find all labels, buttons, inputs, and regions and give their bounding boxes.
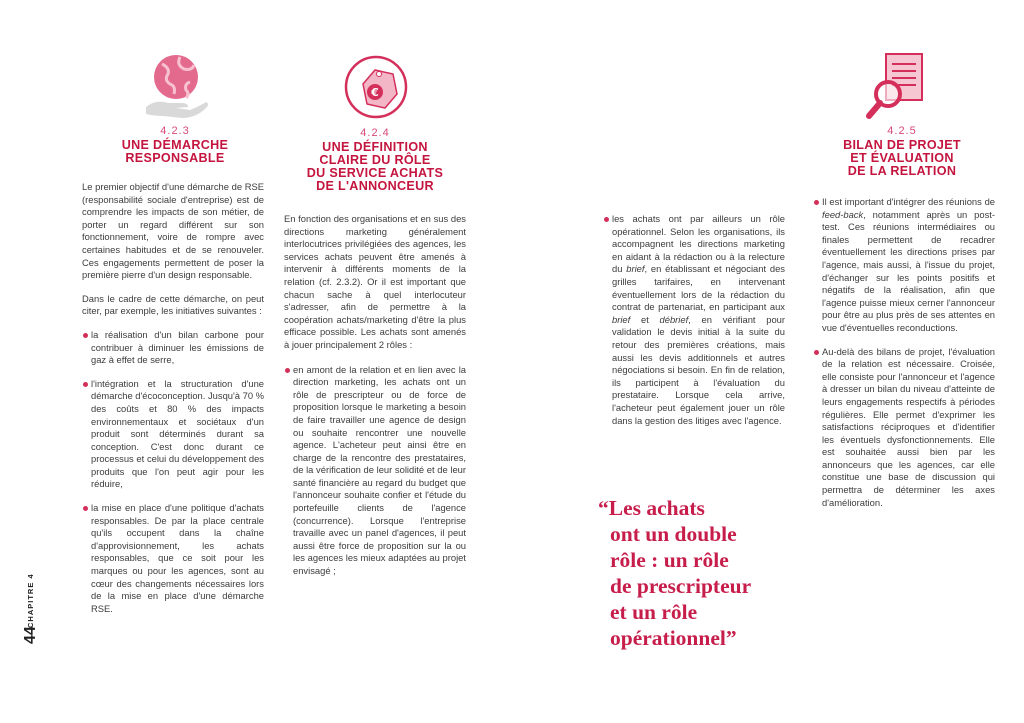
bullet-item: Au-delà des bilans de projet, l'évaluation de la relation est nécessaire. Croisée, elle consiste pour l'annonceur et l'agence à dresser un bilan du niveau d'atteinte de leurs engagements respectifs à périodes régulières. Elle permet d'exprimer les satisfactions réciproques et d'identifier les éventuels dysfonctionnements. Elle est souhaitée aussi bien par les annonceurs que les agences, car elle constitue une base de discussion qui permettra de déterminer les axes d'amélioration. bbox=[813, 346, 995, 510]
bullet-item: les achats ont par ailleurs un rôle opérationnel. Selon les organisations, ils accompagnent les directions marketing en aidant à la rédaction ou à la relecture du brief, en établissant et négociant des grilles tarifaires, en intervenant éventuellement lors de la rédaction du contrat de partenariat, en participant aux brief et débrief, en vérifiant pour validation le devis initial à la suite du retour des premières créations, mais aussi les devis additionnels et autres négociations si besoin. En fin de relation, ils participent à l'évaluation du prestataire. Lorsque cela arrive, l'acheteur peut également jouer un rôle dans la gestion des litiges avec l'agence. bbox=[603, 213, 785, 427]
column-4 bbox=[813, 196, 995, 520]
paragraph: En fonction des organisations et en sus des directions marketing généralement interlocutrices privilégiées des agences, les services achats peuvent être amenés à intervenir à différents moments de la relation (cf. 2.3.2). Or il est important que chacun sache à quel interlocuteur s'adresser, afin de permettre à la coopération achats/marketing d'être la plus efficace possible. Les achats sont amenés à jouer principalement 2 rôles : bbox=[284, 213, 466, 350]
section-title: UNE DÉMARCHE RESPONSABLE bbox=[121, 138, 229, 165]
paragraph: Dans le cadre de cette démarche, on peut citer, par exemple, les initiatives suivantes : bbox=[82, 292, 264, 317]
globe-hand-icon bbox=[140, 52, 210, 122]
section-number: 4.2.3 bbox=[160, 125, 190, 137]
bullet-item: la mise en place d'une politique d'achats responsables. De par la place centrale qu'ils occupent dans la chaîne d'approvisionnement, les achats responsables, que ce soit pour les marques ou pour les agences, sont au cœur des changements nécessaires lors de la mise en place d'une démarche RSE. bbox=[82, 502, 264, 615]
section-number: 4.2.5 bbox=[887, 125, 917, 137]
document-magnifier-icon bbox=[864, 50, 934, 122]
price-tag-euro-icon bbox=[343, 54, 409, 120]
chapter-label: CHAPITRE 4 bbox=[26, 573, 35, 628]
column-1 bbox=[82, 181, 264, 626]
bullet-item: Il est important d'intégrer des réunions de feed-back, notamment après un post-test. Ces réunions intermédiaires ou finales permettent de recadrer éventuellement les directions prises par l'agence, mais aussi, à l'issue du projet, d'échanger sur les points positifs et négatifs de la réalisation, afin que l'agence puisse mieux cerner l'annonceur pour être au plus près de ses attentes en vue d'éventuelles reconductions. bbox=[813, 196, 995, 335]
paragraph: Le premier objectif d'une démarche de RSE (responsabilité sociale d'entreprise) est de comprendre les impacts de son métier, de porter un regard différent sur son fonctionnement, voire de rompre avec certaines habitudes et de se renouveler. Ces engagements permettent de poser la première pierre d'un design responsable. bbox=[82, 181, 264, 281]
column-2 bbox=[284, 213, 466, 589]
page-number: 44 bbox=[22, 626, 39, 644]
svg-text:€: € bbox=[371, 86, 379, 99]
section-title: UNE DÉFINITION CLAIRE DU RÔLE DU SERVICE ACHATS DE L'ANNONCEUR bbox=[306, 140, 444, 193]
column-3 bbox=[603, 213, 785, 438]
bullet-item: la réalisation d'un bilan carbone pour contribuer à diminuer les émissions de gaz à effet de serre, bbox=[82, 329, 264, 367]
section-number: 4.2.4 bbox=[360, 127, 390, 139]
bullet-item: l'intégration et la structuration d'une démarche d'écoconception. Jusqu'à 70 % des coûts et 80 % des impacts environnementaux et sociétaux d'un produit sont déterminés durant sa conception. C'est donc durant ce processus et celui du développement des produits que l'on peut agir pour les réduire, bbox=[82, 378, 264, 491]
bullet-item: en amont de la relation et en lien avec la direction marketing, les achats ont un rôle de prescripteur ou de force de proposition lorsque le marketing a besoin de faire travailler une agence de design ou souhaite rencontrer une nouvelle agence. L'acheteur peut ainsi être en charge de la rencontre des prestataires, de la vérification de leur solidité et de leur santé financière au regard du budget que l'annonceur souhaite confier et l'étude du portefeuille clients de l'agence (concurrence). Lorsque l'entreprise travaille avec un panel d'agences, il peut aussi être force de proposition sur la ou les agences les mieux adaptées au projet envisagé ; bbox=[284, 364, 466, 578]
pull-quote: “Les achats ont un double rôle : un rôle de prescripteur et un rôle opérationnel” bbox=[598, 496, 752, 650]
section-title: BILAN DE PROJET ET ÉVALUATION DE LA RELATION bbox=[843, 138, 961, 178]
